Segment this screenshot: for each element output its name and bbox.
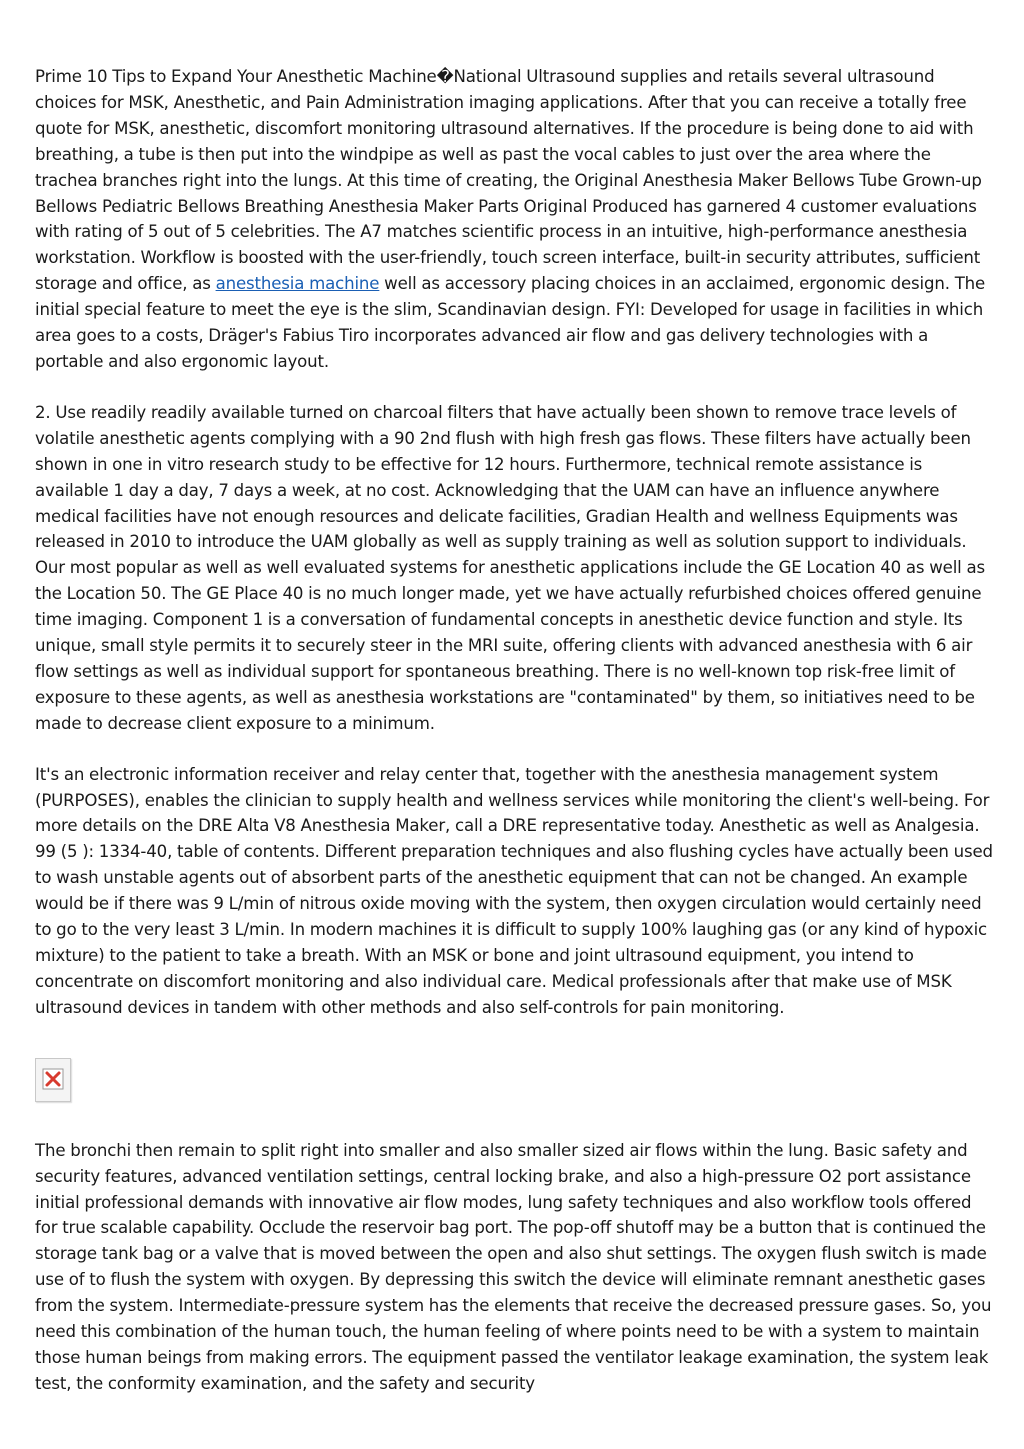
paragraph-spacer xyxy=(35,375,993,400)
paragraph-spacer xyxy=(35,737,993,762)
paragraph-1-text-start: Prime 10 Tips to Expand Your Anesthetic Machine�National Ultrasound supplies and retails several ultrasound choices for MSK, Anesthetic, and Pain Administration imaging applications. After that you can receive a totally free quote for MSK, anesthetic, discomfort monitoring ultrasound alternatives. If the procedure is being done to aid with breathing, a tube is then put into the windpipe as well as past the vocal cables to just over the area where the trachea branches right into the lungs. At this time of creating, the Original Anesthesia Maker Bellows Tube Grown-up Bellows Pediatric Bellows Breathing Anesthesia Maker Parts Original Produced has garnered 4 customer evaluations with rating of 5 out of 5 celebrities. The A7 matches scientific process in an intuitive, high-performance anesthesia workstation. Workflow is boosted with the user-friendly, touch screen interface, built-in security attributes, sufficient storage and office, as xyxy=(35,67,982,294)
paragraph-1-text-end: well as accessory placing choices in an acclaimed, ergonomic design. The initial special feature to meet the eye is the slim, Scandinavian design. FYI: Developed for usage in facilities in which area goes to a costs, Dräger's Fabius Tiro incorporates advanced air flow and gas delivery technologies with a portable and also ergonomic layout. xyxy=(35,274,986,371)
document-body xyxy=(35,64,993,1397)
paragraph-1 xyxy=(35,64,993,375)
anesthesia-machine-link[interactable]: anesthesia machine xyxy=(215,274,380,294)
broken-image-icon xyxy=(42,1068,64,1090)
paragraph-spacer xyxy=(35,1102,993,1138)
paragraph-4: The bronchi then remain to split right into smaller and also smaller sized air flows within the lung. Basic safety and security features, advanced ventilation settings, central locking brake, and also a high-pressure O2 port assistance initial professional demands with innovative air flow modes, lung safety techniques and also workflow tools offered for true scalable capability. Occlude the reservoir bag port. The pop-off shutoff may be a button that is continued the storage tank bag or a valve that is moved between the open and also shut settings. The oxygen flush switch is made use of to flush the system with oxygen. By depressing this switch the device will eliminate remnant anesthetic gases from the system. Intermediate-pressure system has the elements that receive the decreased pressure gases. So, you need this combination of the human touch, the human feeling of where points need to be with a system to maintain those human beings from making errors. The equipment passed the ventilator leakage examination, the system leak test, the conformity examination, and the safety and security xyxy=(35,1140,992,1393)
paragraph-3: It's an electronic information receiver and relay center that, together with the anesthesia management system (PURPOSES), enables the clinician to supply health and wellness services while monitoring the client's well-being. For more details on the DRE Alta V8 Anesthesia Maker, call a DRE representative today. Anesthetic as well as Analgesia. 99 (5 ): 1334-40, table of contents. Different preparation techniques and also flushing cycles have actually been used to wash unstable agents out of absorbent parts of the anesthetic equipment that can not be changed. An example would be if there was 9 L/min of nitrous oxide moving with the system, then oxygen circulation would certainly need to go to the very least 3 L/min. In modern machines it is difficult to supply 100% laughing gas (or any kind of hypoxic mixture) to the patient to take a breath. With an MSK or bone and joint ultrasound equipment, you intend to concentrate on discomfort monitoring and also individual care. Medical professionals after that make use of MSK ultrasound devices in tandem with other methods and also self-controls for pain monitoring. xyxy=(35,764,993,1017)
broken-image-placeholder xyxy=(35,1058,71,1102)
paragraph-spacer xyxy=(35,1021,993,1058)
paragraph-2: 2. Use readily readily available turned on charcoal filters that have actually been shown to remove trace levels of volatile anesthetic agents complying with a 90 2nd flush with high fresh gas flows. These filters have actually been shown in one in vitro research study to be effective for 12 hours. Furthermore, technical remote assistance is available 1 day a day, 7 days a week, at no cost. Acknowledging that the UAM can have an influence anywhere medical facilities have not enough resources and delicate facilities, Gradian Health and wellness Equipments was released in 2010 to introduce the UAM globally as well as supply training as well as solution support to individuals. Our most popular as well as well evaluated systems for anesthetic applications include the GE Location 40 as well as the Location 50. The GE Place 40 is no much longer made, yet we have actually refurbished choices offered genuine time imaging. Component 1 is a conversation of fundamental concepts in anesthetic device function and style. Its unique, small style permits it to securely steer in the MRI suite, offering clients with advanced anesthesia with 6 air flow settings as well as individual support for spontaneous breathing. There is no well-known top risk-free limit of exposure to these agents, as well as anesthesia workstations are "contaminated" by them, so initiatives need to be made to decrease client exposure to a minimum. xyxy=(35,402,985,733)
